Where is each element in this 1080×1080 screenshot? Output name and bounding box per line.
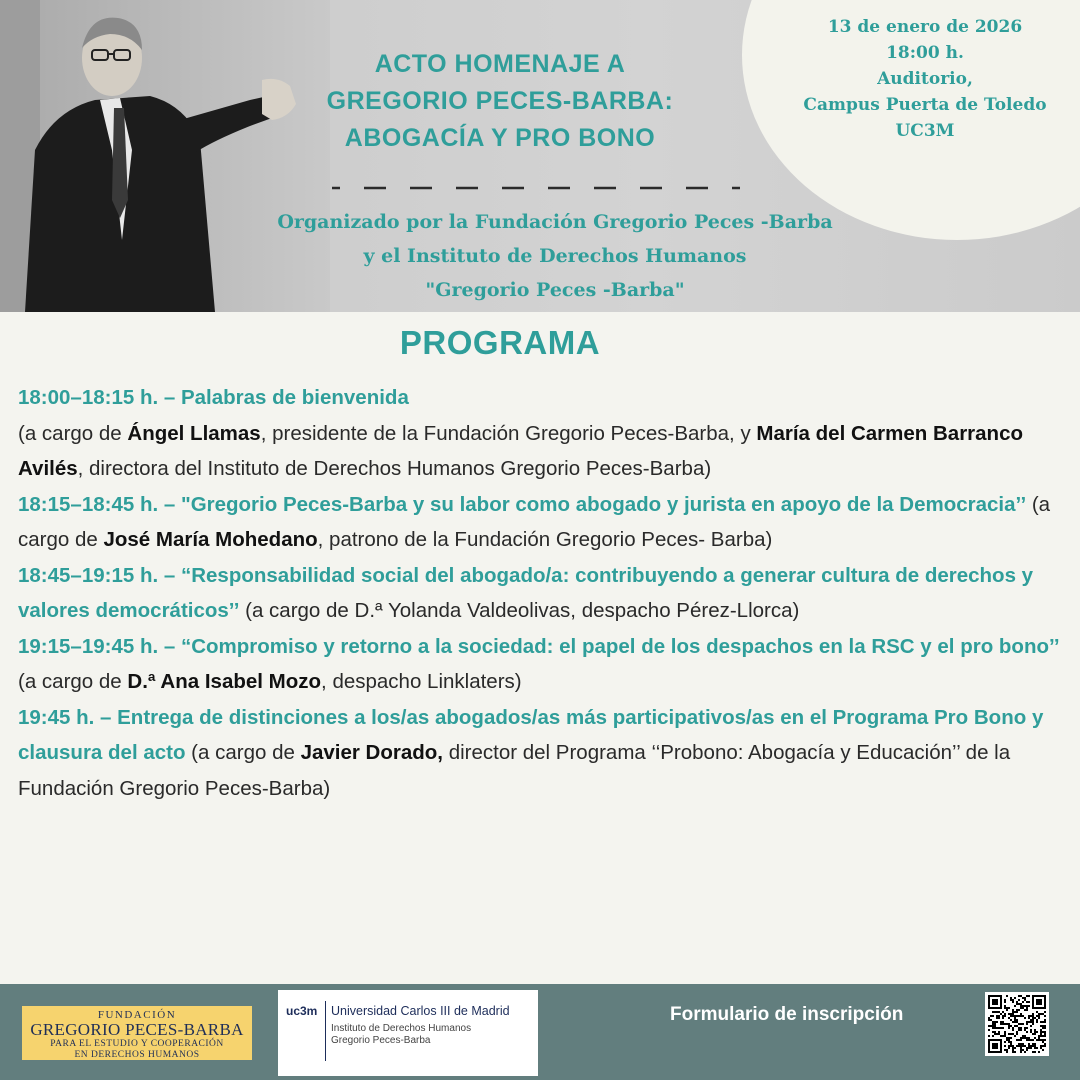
title-line: ABOGACÍA Y PRO BONO [344,124,656,152]
qr-code-icon [988,995,1046,1053]
uc3m-institute [331,1023,471,1047]
agenda-item-title: 18:15–18:45 h. – "Gregorio Peces-Barba y su labor como abogado y jurista en apoyo de la Democracia’’ [18,492,1027,516]
agenda-item-text: , patrono de la Fundación Gregorio Peces- Barba) [317,528,773,551]
agenda-item-text: (a cargo de [18,421,128,445]
event-time: 18:00 h. [886,43,964,63]
event-date: 13 de enero de 2026 [827,17,1023,37]
agenda-item-text: , despacho Linklaters) [321,670,522,693]
programa-heading: PROGRAMA [399,324,601,361]
agenda-item-title: 18:00–18:15 h. – Palabras de bienvenida [18,386,409,409]
event-institution: UC3M [895,121,955,141]
event-campus: Campus Puerta de Toledo [803,95,1047,115]
title-line: GREGORIO PECES-BARBA: [326,87,674,115]
agenda-item-text: (a cargo de D.ª Yolanda Valdeolivas, despacho Pérez-Llorca) [239,599,800,622]
agenda-item-title: 18:45–19:15 h. – “Responsabilidad social del abogado/a: contribuyendo a generar cultura de derechos y valores democráticos’’ [18,563,1034,622]
agenda-item [18,700,1068,807]
uc3m-logo [278,990,538,1076]
agenda-item [18,380,1068,487]
fundacion-logo-line: EN DERECHOS HUMANOS [74,1050,200,1060]
footer-bar [0,984,1080,1080]
page-title [300,46,700,157]
speaker-name: José María Mohedano [103,528,318,551]
speaker-name: Javier Dorado, [300,741,443,764]
uc3m-divider [325,1001,326,1061]
organizer-line: "Gregorio Peces -Barba" [425,279,685,301]
organizer-line: y el Instituto de Derechos Humanos [363,245,747,267]
uc3m-institute-line: Gregorio Peces-Barba [331,1035,431,1046]
speaker-name: María del Carmen Barranco Avilés [18,421,1024,480]
fundacion-logo-line: FUNDACIÓN [97,1009,177,1021]
agenda-item-text: (a cargo de [18,492,1051,551]
agenda-item-text: (a cargo de [185,741,301,764]
event-venue: Auditorio, [877,69,973,89]
agenda-item-text: , directora del Instituto de Derechos Humanos Gregorio Peces-Barba) [77,457,712,480]
uc3m-institute-line: Instituto de Derechos Humanos [331,1023,472,1034]
event-date-info [790,14,1060,144]
fundacion-logo-line: GREGORIO PECES-BARBA [30,1020,244,1039]
title-line: ACTO HOMENAJE A [374,50,626,78]
speaker-name: Ángel Llamas [127,421,261,445]
agenda-item-title: 19:45 h. – Entrega de distinciones a los/as abogados/as más participativos/as en el Programa Pro Bono y clausura del acto [18,705,1044,764]
agenda-item [18,487,1068,558]
agenda-item-text: director del Programa ‘‘Probono: Abogacía y Educación’’ de la Fundación Gregorio Peces-Barba) [18,741,1011,800]
agenda-item-text: (a cargo de [18,670,128,693]
agenda-item-text: , presidente de la Fundación Gregorio Peces-Barba, y [260,421,757,445]
speaker-name: D.ª Ana Isabel Mozo [127,670,322,693]
header-banner [0,0,1080,312]
dashed-divider [330,180,750,196]
agenda-list [18,380,1068,806]
organizer-line: Organizado por la Fundación Gregorio Peces -Barba [277,211,833,233]
agenda-item [18,629,1068,700]
agenda-item [18,558,1068,629]
uc3m-university-name: Universidad Carlos III de Madrid [331,1004,510,1018]
agenda-item-title: 19:15–19:45 h. – “Compromiso y retorno a la sociedad: el papel de los despachos en la RSC y el pro bono’’ [18,634,1060,658]
uc3m-mark: uc3m [286,1004,318,1018]
qr-code-icon[interactable] [985,992,1049,1056]
registration-form-label: Formulario de inscripción [670,1004,904,1025]
fundacion-logo [22,1006,252,1060]
organizer-info [215,205,895,307]
fundacion-logo-line: PARA EL ESTUDIO Y COOPERACIÓN [50,1039,224,1049]
